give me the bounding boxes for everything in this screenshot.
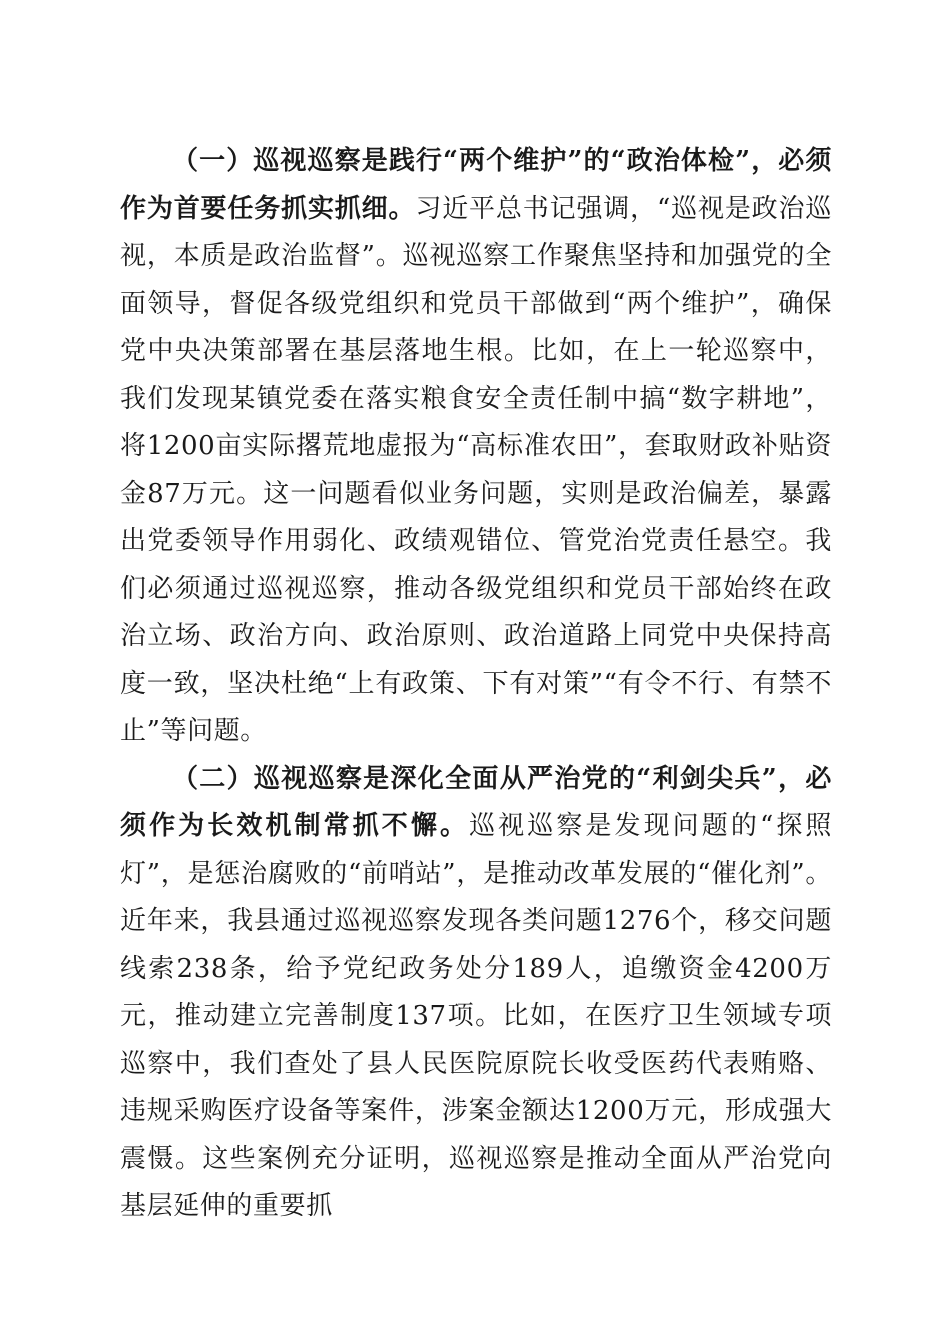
- paragraph-1: [120, 138, 832, 756]
- paragraph-2: [120, 756, 832, 1231]
- document-body: [120, 138, 832, 1231]
- paragraph-2-text: 巡视巡察是发现问题的“探照灯”，是惩治腐败的“前哨站”，是推动改革发展的“催化剂”。近年来，我县通过巡视巡察发现各类问题1276个，移交问题线索238条，给予党纪政务处分189人，追缴资金4200万元，推动建立完善制度137项。比如，在医疗卫生领域专项巡察中，我们查处了县人民医院原院长收受医药代表贿赂、违规采购医疗设备等案件，涉案金额达1200万元，形成强大震慑。这些案例充分证明，巡视巡察是推动全面从严治党向基层延伸的重要抓: [120, 811, 833, 1221]
- paragraph-2-heading: （二）巡视巡察是深化全面从严治党的“利剑尖兵”，必须作为长效机制常抓不懈。: [120, 763, 832, 841]
- paragraph-1-heading: （一）巡视巡察是践行“两个维护”的“政治体检”，必须作为首要任务抓实抓细。: [120, 146, 832, 224]
- paragraph-1-text: 习近平总书记强调，“巡视是政治巡视，本质是政治监督”。巡视巡察工作聚焦坚持和加强党的全面领导，督促各级党组织和党员干部做到“两个维护”，确保党中央决策部署在基层落地生根。比如，在上一轮巡察中，我们发现某镇党委在落实粮食安全责任制中搞“数字耕地”，将1200亩实际撂荒地虚报为“高标准农田”，套取财政补贴资金87万元。这一问题看似业务问题，实则是政治偏差，暴露出党委领导作用弱化、政绩观错位、管党治党责任悬空。我们必须通过巡视巡察，推动各级党组织和党员干部始终在政治立场、政治方向、政治原则、政治道路上同党中央保持高度一致，坚决杜绝“上有政策、下有对策”“有令不行、有禁不止”等问题。: [120, 193, 832, 746]
